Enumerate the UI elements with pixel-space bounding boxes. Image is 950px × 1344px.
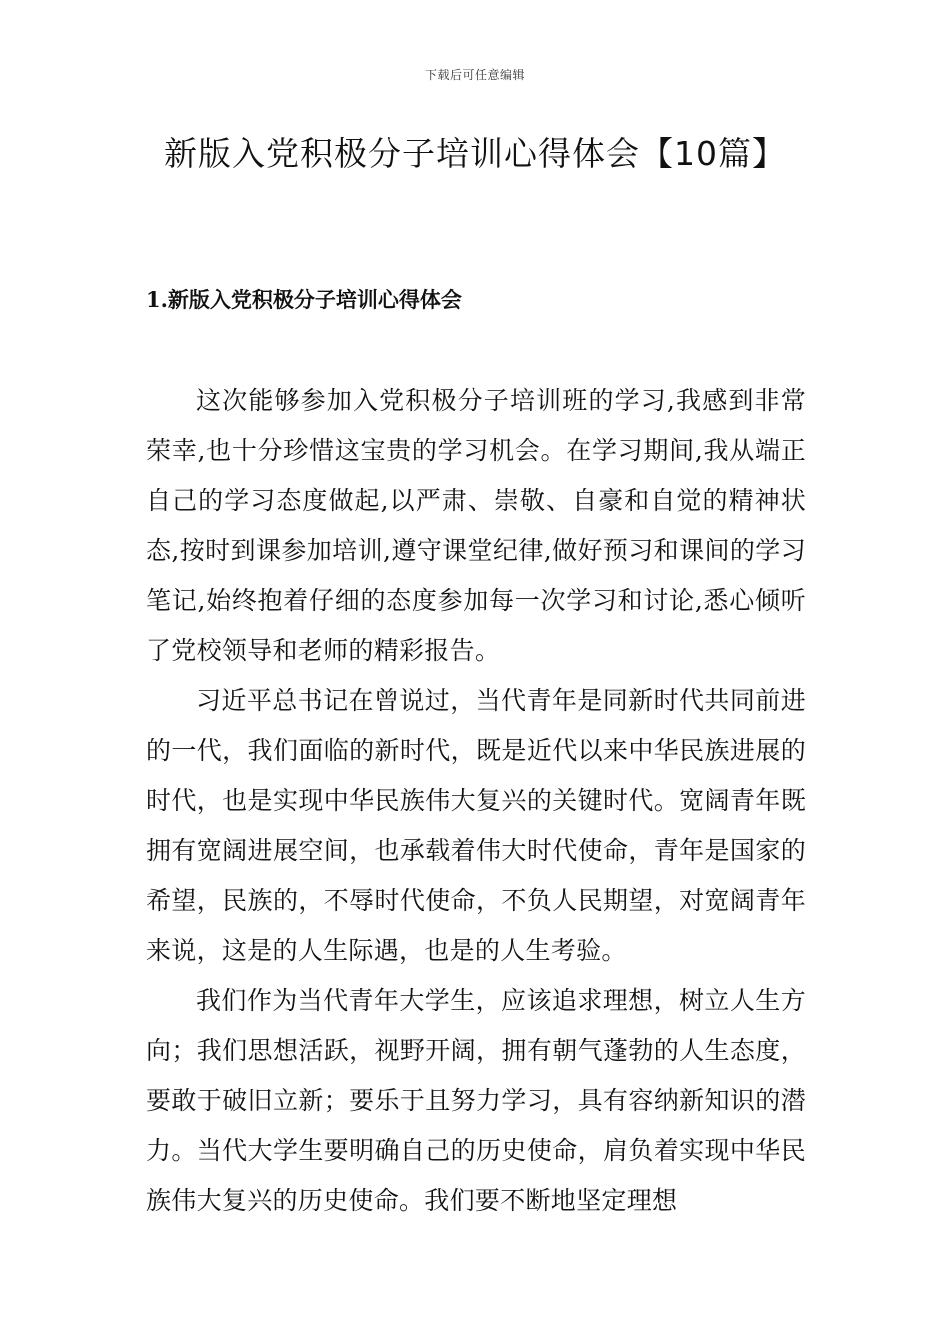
paragraph: 习近平总书记在曾说过，当代青年是同新时代共同前进的一代，我们面临的新时代，既是近代以来中华民族进展的时代，也是实现中华民族伟大复兴的关键时代。宽阔青年既拥有宽阔进展空间，也承载着伟大时代使命，青年是国家的希望，民族的，不辱时代使命，不负人民期望，对宽阔青年来说，这是的人生际遇，也是的人生考验。 [146,686,806,965]
paragraph: 这次能够参加入党积极分子培训班的学习,我感到非常荣幸,也十分珍惜这宝贵的学习机会。在学习期间,我从端正自己的学习态度做起,以严肃、崇敬、自豪和自觉的精神状态,按时到课参加培训,遵守课堂纪律,做好预习和课间的学习笔记,始终抱着仔细的态度参加每一次学习和讨论,悉心倾听了党校领导和老师的精彩报告。 [146,386,806,665]
section-heading: 1.新版入党积极分子培训心得体会 [146,287,462,312]
paragraph: 我们作为当代青年大学生，应该追求理想，树立人生方向；我们思想活跃，视野开阔，拥有朝气蓬勃的人生态度，要敢于破旧立新；要乐于且努力学习，具有容纳新知识的潜力。当代大学生要明确自己的历史使命，肩负着实现中华民族伟大复兴的历史使命。我们要不断地坚定理想 [146,986,806,1215]
header-note: 下载后可任意编辑 [424,68,525,82]
document-title: 新版入党积极分子培训心得体会【10篇】 [164,134,786,173]
document-body [146,376,806,1226]
